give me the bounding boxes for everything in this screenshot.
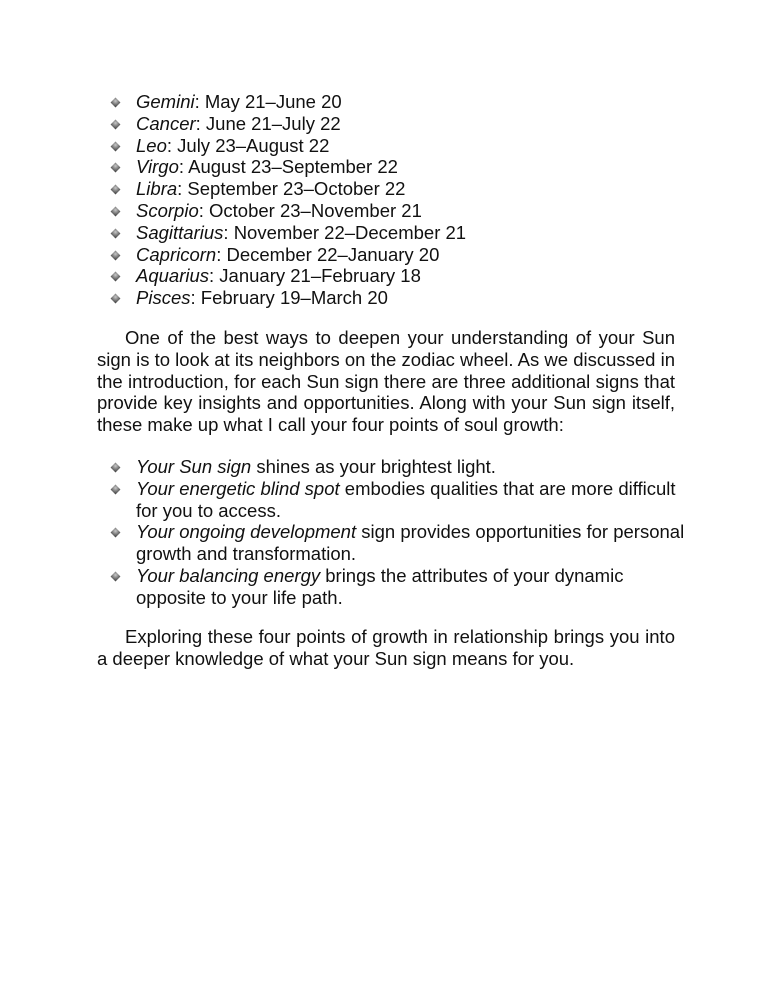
- sign-dates: August 23–September 22: [188, 156, 398, 178]
- sign-dates: September 23–October 22: [187, 178, 406, 200]
- diamond-bullet-icon: [111, 294, 121, 304]
- list-item: Capricorn: December 22–January 20: [110, 244, 730, 266]
- list-item: Pisces: February 19–March 20: [110, 287, 730, 309]
- point-term: Your ongoing development: [136, 521, 357, 543]
- sign-dates: July 23–August 22: [177, 134, 330, 156]
- sign-name: Pisces: [136, 287, 191, 309]
- point-term: Your Sun sign: [136, 456, 252, 477]
- body-paragraph: One of the best ways to deepen your understanding of your Sun sign is to look at its neighbors on the zodiac wheel. As we discussed in the introduction, for each Sun sign there are three additional signs that provide key insights and opportunities. Along with your Sun sign itself, these make up what I call your four points of soul growth:: [97, 327, 675, 436]
- list-item: Scorpio: October 23–November 21: [110, 200, 730, 222]
- soul-growth-points-list: [110, 456, 690, 609]
- diamond-bullet-icon: [111, 528, 121, 538]
- list-item: Aquarius: January 21–February 18: [110, 265, 730, 287]
- sign-dates: February 19–March 20: [200, 287, 388, 309]
- list-item: Gemini: May 21–June 20: [110, 91, 730, 113]
- sun-sign-date-list: [110, 91, 730, 309]
- diamond-bullet-icon: [111, 250, 121, 260]
- diamond-bullet-icon: [111, 228, 121, 238]
- diamond-bullet-icon: [111, 98, 121, 108]
- list-item: [110, 521, 690, 565]
- list-item: [110, 456, 690, 478]
- diamond-bullet-icon: [111, 272, 121, 282]
- sign-name: Cancer: [136, 112, 196, 134]
- sign-name: Libra: [136, 178, 178, 200]
- diamond-bullet-icon: [111, 463, 121, 473]
- sign-name: Virgo: [136, 156, 179, 178]
- sign-name: Sagittarius: [136, 221, 224, 243]
- list-item: Sagittarius: November 22–December 21: [110, 222, 730, 244]
- diamond-bullet-icon: [111, 207, 121, 217]
- diamond-bullet-icon: [111, 185, 121, 195]
- point-term: Your balancing energy: [136, 564, 321, 586]
- diamond-bullet-icon: [111, 119, 121, 129]
- sign-name: Gemini: [136, 91, 195, 112]
- point-description: sign provides opportunities for personal growth and transformation.: [136, 521, 685, 565]
- diamond-bullet-icon: [111, 163, 121, 173]
- sign-dates: December 22–January 20: [226, 243, 440, 265]
- list-item: Libra: September 23–October 22: [110, 178, 730, 200]
- list-item: Cancer: June 21–July 22: [110, 113, 730, 135]
- point-description: shines as your brightest light.: [251, 456, 496, 477]
- diamond-bullet-icon: [111, 572, 121, 582]
- body-paragraph: Exploring these four points of growth in relationship brings you into a deeper knowledge of what your Sun sign means for you.: [97, 626, 675, 669]
- point-term: Your energetic blind spot: [136, 477, 340, 499]
- point-description: brings the attributes of your dynamic opposite to your life path.: [136, 564, 624, 608]
- list-item: Virgo: August 23–September 22: [110, 156, 730, 178]
- diamond-bullet-icon: [111, 484, 121, 494]
- diamond-bullet-icon: [111, 141, 121, 151]
- sign-name: Leo: [136, 134, 167, 156]
- sign-dates: June 21–July 22: [205, 112, 341, 134]
- sign-dates: May 21–June 20: [204, 91, 342, 112]
- list-item: [110, 565, 690, 609]
- list-item: [110, 478, 690, 522]
- sign-dates: November 22–December 21: [233, 221, 467, 243]
- sign-name: Aquarius: [136, 265, 210, 287]
- point-description: embodies qualities that are more difficult for you to access.: [136, 477, 676, 521]
- sign-dates: October 23–November 21: [209, 199, 422, 221]
- sign-name: Capricorn: [136, 243, 217, 265]
- list-item: Leo: July 23–August 22: [110, 135, 730, 157]
- sign-dates: January 21–February 18: [219, 265, 421, 287]
- sign-name: Scorpio: [136, 199, 199, 221]
